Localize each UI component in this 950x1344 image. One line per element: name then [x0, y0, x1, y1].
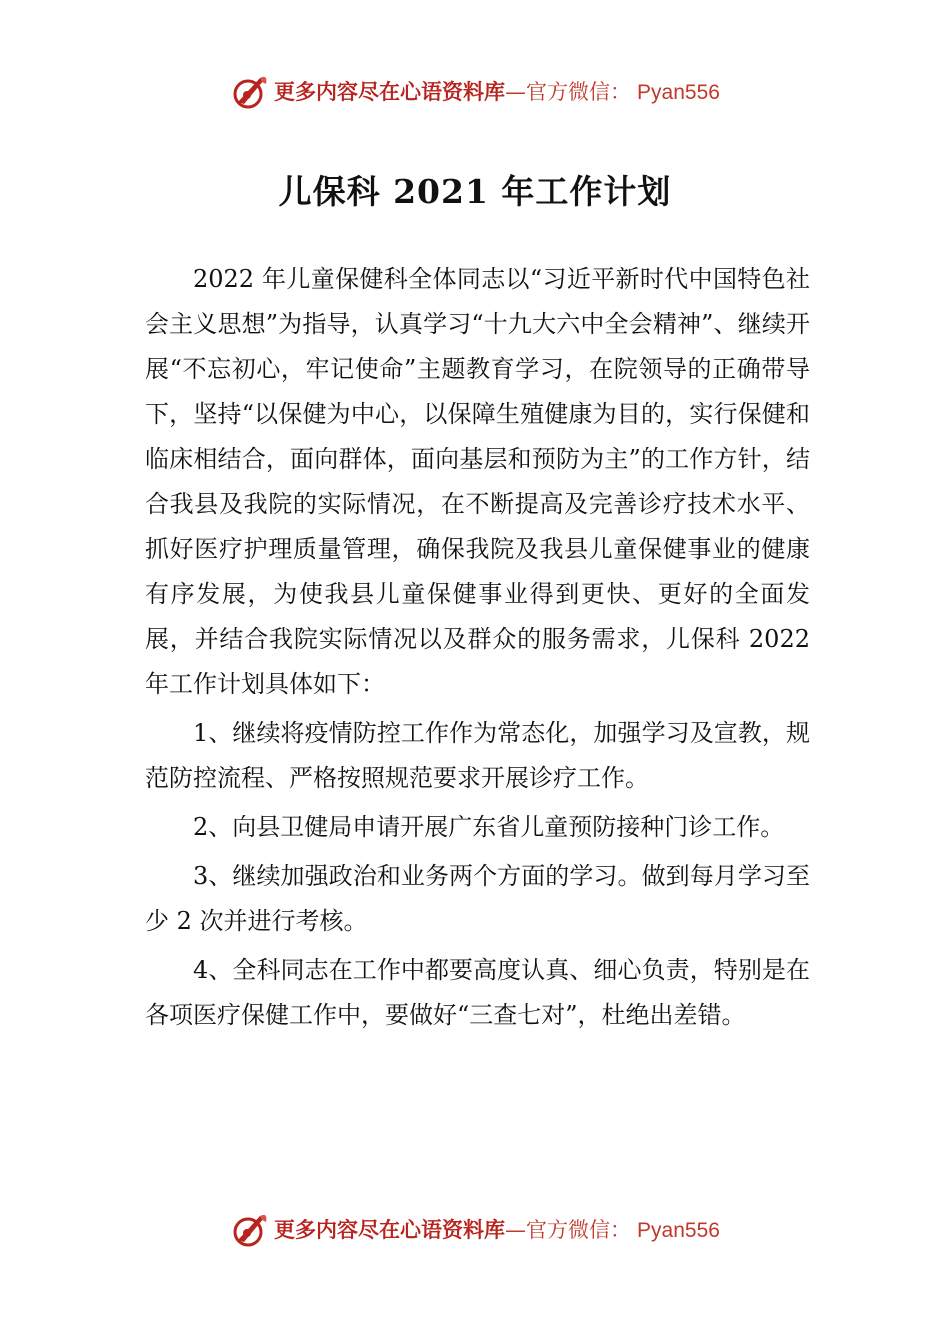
plan-item-2: 2、向县卫健局申请开展广东省儿童预防接种门诊工作。: [193, 813, 785, 841]
banner-lead: 更多内容尽在心语资料库: [274, 1217, 506, 1242]
plan-item-4: 4、全科同志在工作中都要高度认真、细心负责，特别是在各项医疗保健工作中，要做好“三查七对”，杜绝出差错。: [145, 956, 810, 1029]
document-body: [145, 257, 810, 1038]
quill-logo-icon: [230, 1210, 270, 1250]
banner-sub: —官方微信：: [505, 80, 632, 104]
intro-paragraph: 2022 年儿童保健科全体同志以“习近平新时代中国特色社会主义思想”为指导，认真学习“十九大六中全会精神”、继续开展“不忘初心，牢记使命”主题教育学习，在院领导的正确带导下，坚持“以保健为中心，以保障生殖健康为目的，实行保健和临床相结合，面向群体，面向基层和预防为主”的工作方针，结合我县及我院的实际情况，在不断提高及完善诊疗技术水平、抓好医疗护理质量管理，确保我院及我县儿童保健事业的健康有序发展，为使我县儿童保健事业得到更快、更好的全面发展，并结合我院实际情况以及群众的服务需求，儿保科 2022 年工作计划具体如下：: [145, 265, 810, 698]
plan-item-1: 1、继续将疫情防控工作作为常态化，加强学习及宣教，规范防控流程、严格按照规范要求开展诊疗工作。: [145, 719, 810, 792]
header-banner: [0, 70, 950, 114]
document-title: 儿保科 2021 年工作计划: [278, 172, 672, 211]
banner-wechat-id: Pyan556: [637, 81, 720, 104]
banner-sub: —官方微信：: [505, 1218, 632, 1242]
banner-wechat-id: Pyan556: [637, 1219, 720, 1242]
footer-banner-text: [274, 1219, 720, 1241]
plan-item-3: 3、继续加强政治和业务两个方面的学习。做到每月学习至少 2 次并进行考核。: [145, 862, 810, 935]
footer-banner: [0, 1208, 950, 1252]
banner-lead: 更多内容尽在心语资料库: [274, 79, 506, 104]
quill-logo-icon: [230, 72, 270, 112]
header-banner-text: [274, 81, 720, 103]
